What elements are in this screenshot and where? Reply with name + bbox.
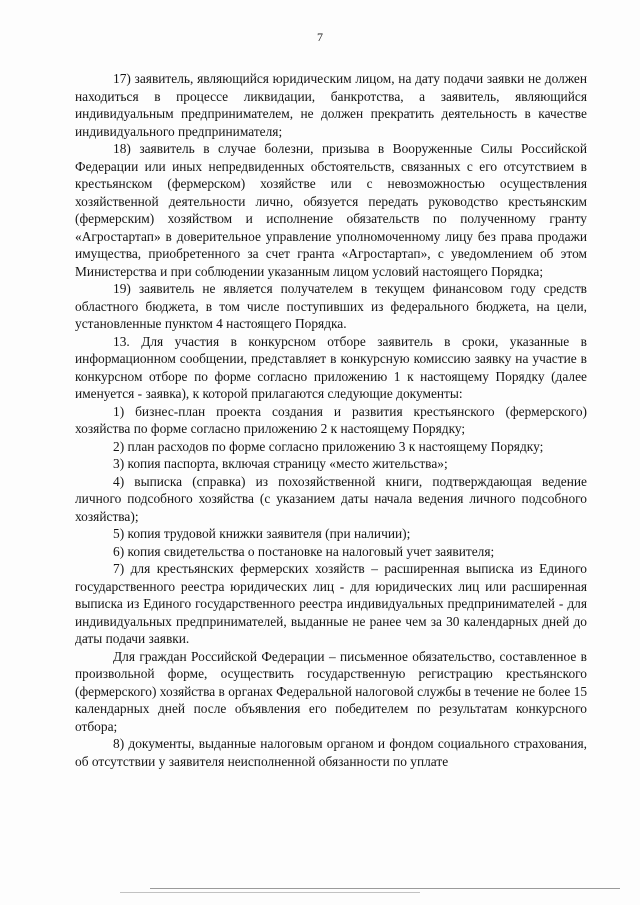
paragraph-item-19: 19) заявитель не является получателем в текущем финансовом году средств областного бюджета, в том числе поступивших из федерального бюджета, на цели, установленные пунктом 4 настоящего Порядка. xyxy=(75,281,587,331)
paragraph-clause-13: 13. Для участия в конкурсном отборе заявитель в сроки, указанные в информационном сообщении, представляет в конкурсную комиссию заявку на участие в конкурсном отборе по форме согласно приложению 1 к настоящему Порядку (далее именуется - заявка), к которой прилагаются следующие документы: xyxy=(75,333,587,401)
paragraph-doc-7-registry-extract: 7) для крестьянских фермерских хозяйств – расширенная выписка из Единого государственного реестра юридических лиц - для юридических лиц или расширенная выписка из Единого государственного реестра индивидуальных предпринимателей - для индивидуальных предпринимателей, выданные не ранее чем за 30 календарных дней до даты подачи заявки. xyxy=(75,561,587,646)
scan-edge-line xyxy=(150,888,620,889)
paragraph-doc-2-expense-plan: 2) план расходов по форме согласно приложению 3 к настоящему Порядку; xyxy=(113,438,544,454)
paragraph-doc-8-tax-documents: 8) документы, выданные налоговым органом и фондом социального страхования, об отсутствии у заявителя неисполненной обязанности по уплате xyxy=(75,736,587,769)
paragraph-doc-3-passport: 3) копия паспорта, включая страницу «место жительства»; xyxy=(113,456,448,471)
scan-edge-line-secondary xyxy=(120,892,420,893)
paragraph-doc-5-work-book: 5) копия трудовой книжки заявителя (при наличии); xyxy=(113,526,411,541)
paragraph-doc-4-household-extract: 4) выписка (справка) из похозяйственной книги, подтверждающая ведение личного подсобного хозяйства (с указанием даты начала ведения личного подсобного хозяйства); xyxy=(75,473,587,524)
document-body xyxy=(75,70,587,770)
paragraph-citizens-obligation: Для граждан Российской Федерации – письменное обязательство, составленное в произвольной форме, осуществить государственную регистрацию крестьянского (фермерского) хозяйства в органах Федеральной налоговой службы в течение не более 15 календарных дней после объявления его победителем по результатам конкурсного отбора; xyxy=(75,648,588,734)
paragraph-doc-6-tax-certificate: 6) копия свидетельства о постановке на налоговый учет заявителя; xyxy=(113,543,495,559)
page-number: 7 xyxy=(317,30,323,44)
paragraph-doc-1-business-plan: 1) бизнес-план проекта создания и развития крестьянского (фермерского) хозяйства по форме согласно приложению 2 к настоящему Порядку; xyxy=(75,403,587,436)
paragraph-item-18: 18) заявитель в случае болезни, призыва в Вооруженные Силы Российской Федерации или иных непредвиденных обстоятельств, связанных с его отсутствием в крестьянском (фермерском) хозяйстве или с невозможностью осуществления хозяйственной деятельности лично, обязуется передать руководство крестьянским (фермерским) хозяйством и исполнение обязательств по полученному гранту «Агростартап» в доверительное управление уполномоченному лицу без права продажи имущества, приобретенного за счет гранта «Агростартап», с уведомлением об этом Министерства и при соблюдении указанным лицом условий настоящего Порядка; xyxy=(75,141,587,279)
paragraph-item-17: 17) заявитель, являющийся юридическим лицом, на дату подачи заявки не должен находиться в процессе ликвидации, банкротства, а заявитель, являющийся индивидуальным предпринимателем, не должен прекратить деятельность в качестве индивидуального предпринимателя; xyxy=(75,71,587,139)
